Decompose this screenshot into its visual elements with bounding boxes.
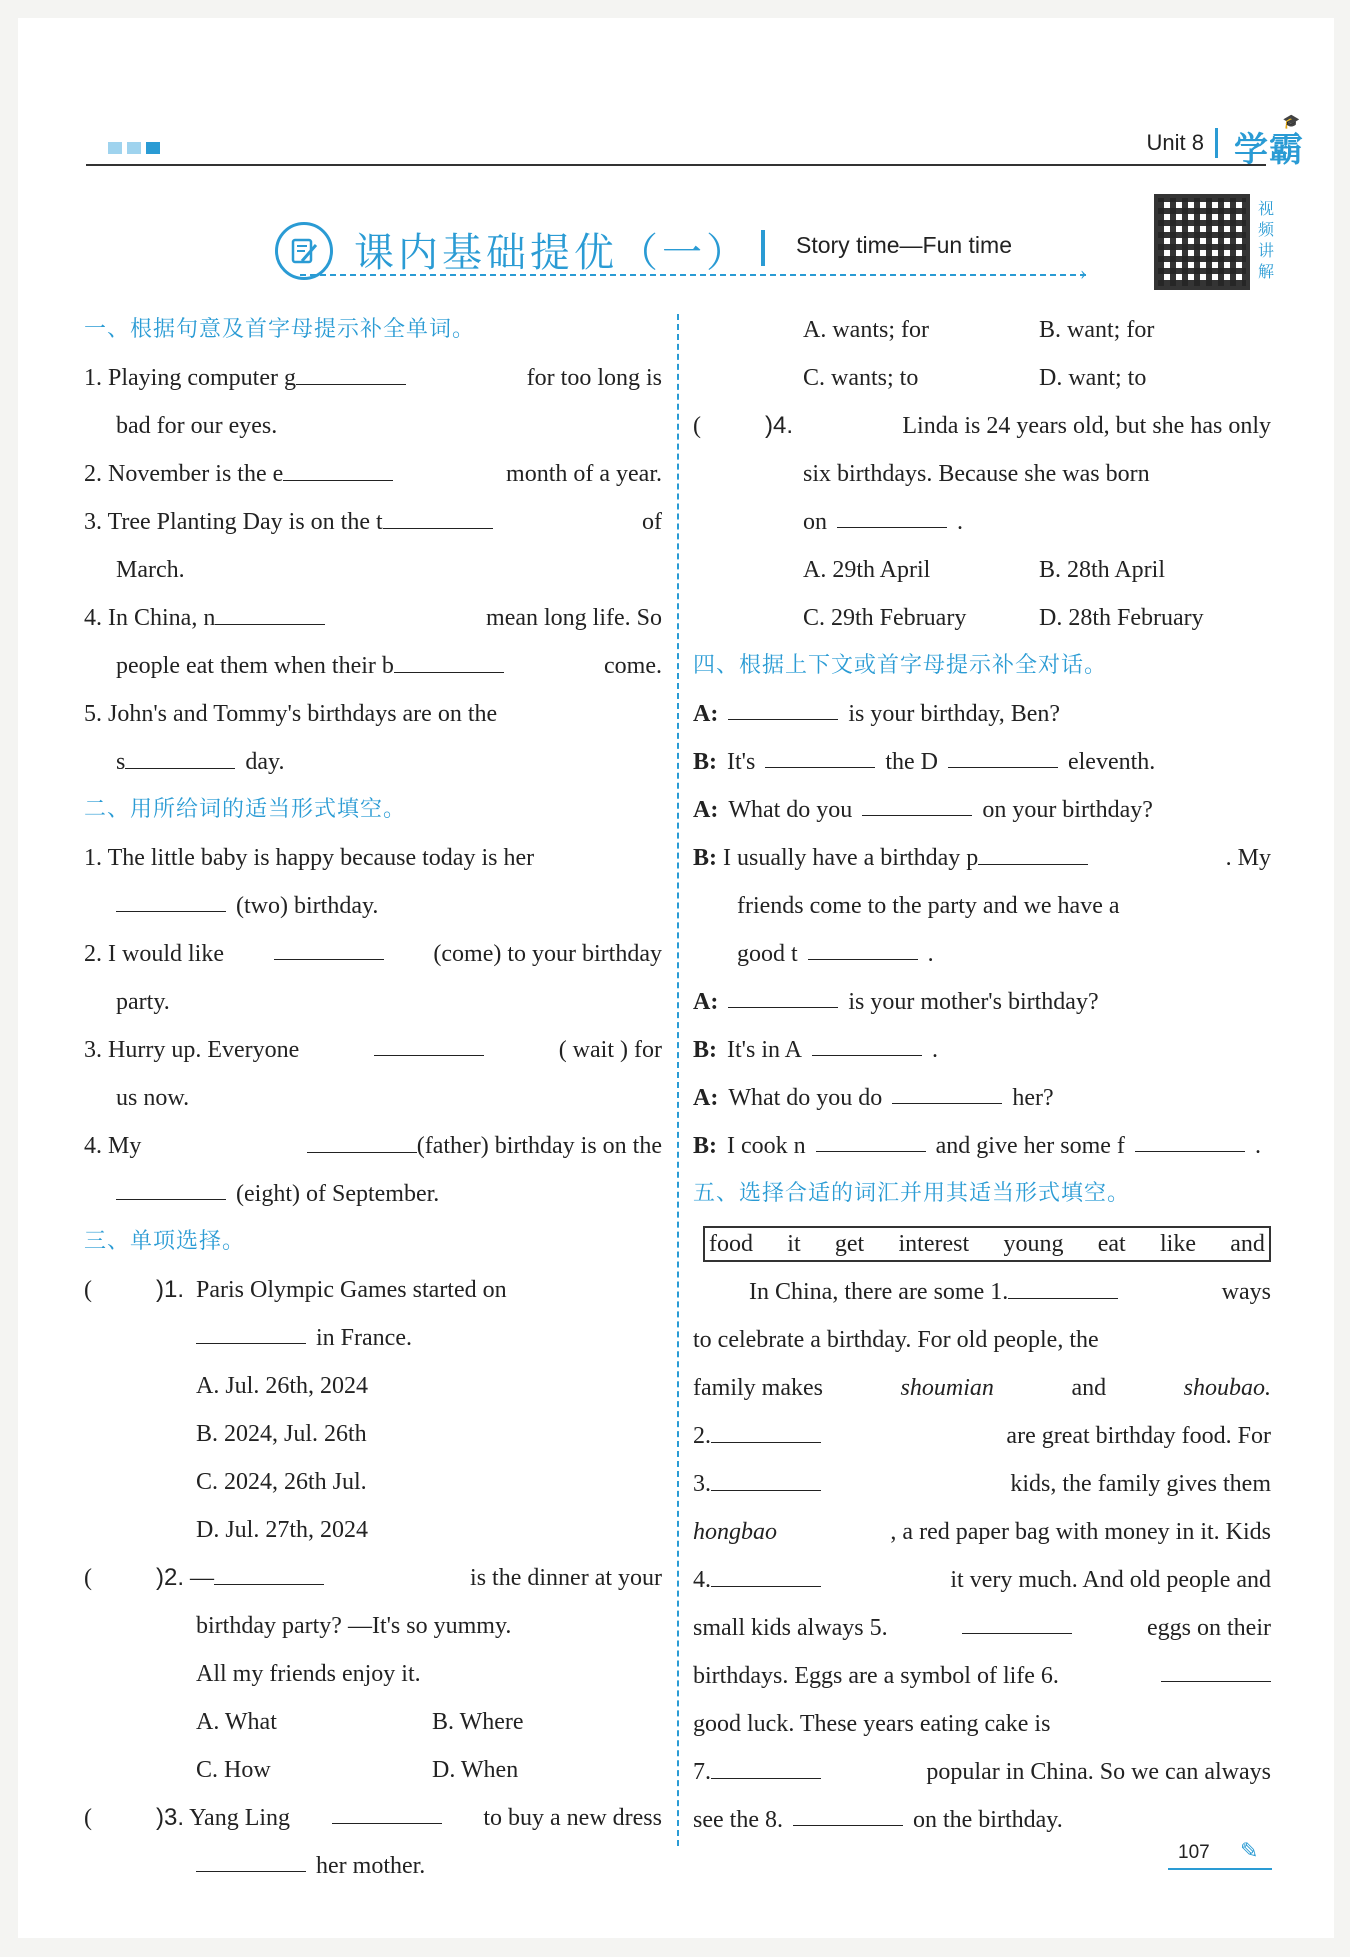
dialogue-line: B: It's the D eleventh. — [693, 738, 1271, 786]
column-divider — [677, 314, 679, 1846]
question-line: s day. — [84, 738, 662, 786]
answer-blank[interactable] — [214, 1555, 324, 1585]
word-bank-item: get — [834, 1231, 865, 1257]
word-bank-item: interest — [898, 1231, 970, 1257]
answer-blank[interactable] — [765, 738, 875, 768]
question-line: in France. — [84, 1314, 662, 1362]
unit-label: Unit 8 — [1146, 130, 1204, 155]
passage-line: birthdays. Eggs are a symbol of life 6. — [693, 1652, 1271, 1700]
answer-blank[interactable] — [274, 930, 384, 960]
word-bank-item: and — [1230, 1231, 1265, 1257]
answer-blank[interactable] — [1135, 1122, 1245, 1152]
question-line: birthday party? —It's so yummy. — [196, 1613, 512, 1639]
answer-blank[interactable] — [812, 1026, 922, 1056]
answer-blank[interactable] — [374, 1026, 484, 1056]
answer-blank[interactable] — [296, 355, 406, 385]
answer-blank[interactable] — [116, 882, 226, 912]
header-decoration — [108, 142, 160, 154]
option-row — [84, 1746, 662, 1794]
option[interactable]: A. 29th April — [803, 557, 931, 583]
answer-blank[interactable] — [962, 1604, 1072, 1634]
section-heading: 二、用所给词的适当形式填空。 — [84, 797, 407, 822]
question-line: on . — [693, 498, 1271, 546]
answer-blank[interactable] — [808, 930, 918, 960]
word-bank-item: eat — [1097, 1231, 1126, 1257]
answer-blank[interactable] — [711, 1461, 821, 1491]
option[interactable]: D. want; to — [1039, 365, 1147, 391]
question-line: bad for our eyes. — [116, 413, 278, 439]
option[interactable]: C. 2024, 26th Jul. — [196, 1469, 367, 1495]
question-line: 1. Playing computer g for too long is — [84, 354, 662, 402]
question-line: (two) birthday. — [84, 882, 662, 930]
passage-line: small kids always 5. eggs on their — [693, 1604, 1271, 1652]
option-row — [693, 354, 1271, 402]
passage-line: good luck. These years eating cake is — [693, 1711, 1051, 1737]
answer-blank[interactable] — [332, 1794, 442, 1824]
dialogue-line: friends come to the party and we have a — [737, 893, 1120, 919]
answer-blank[interactable] — [793, 1796, 903, 1826]
answer-blank[interactable] — [215, 595, 325, 625]
question-line: ( )3. Yang Ling to buy a new dress — [84, 1794, 662, 1842]
word-bank-item: young — [1003, 1231, 1064, 1257]
option-row — [84, 1698, 662, 1746]
answer-blank[interactable] — [394, 643, 504, 673]
question-line: people eat them when their b come. — [84, 642, 662, 690]
answer-blank[interactable] — [816, 1122, 926, 1152]
dialogue-line: good t . — [693, 930, 1271, 978]
dialogue-line: B: It's in A . — [693, 1026, 1271, 1074]
question-line: (eight) of September. — [84, 1170, 662, 1218]
question-line: 1. The little baby is happy because today is her — [84, 845, 535, 871]
section-heading: 一、根据句意及首字母提示补全单词。 — [84, 317, 476, 342]
question-text: Paris Olympic Games started on — [196, 1277, 507, 1303]
answer-blank[interactable] — [837, 498, 947, 528]
section-heading: 四、根据上下文或首字母提示补全对话。 — [693, 653, 1108, 678]
right-column — [693, 306, 1271, 1844]
answer-blank[interactable] — [1161, 1652, 1271, 1682]
question-line: 2. November is the e month of a year. — [84, 450, 662, 498]
dialogue-line: A: is your birthday, Ben? — [693, 690, 1271, 738]
option[interactable]: B. Where — [432, 1709, 524, 1735]
section-heading: 三、单项选择。 — [84, 1229, 246, 1254]
question-line: ( )2. — is the dinner at your — [84, 1554, 662, 1602]
answer-blank[interactable] — [978, 835, 1088, 865]
answer-blank[interactable] — [711, 1557, 821, 1587]
question-line: her mother. — [84, 1842, 662, 1890]
answer-blank[interactable] — [196, 1842, 306, 1872]
option-row — [693, 306, 1271, 354]
answer-blank[interactable] — [125, 739, 235, 769]
header-divider — [1215, 128, 1218, 158]
question-line: six birthdays. Because she was born — [803, 461, 1150, 487]
option[interactable]: A. What — [196, 1709, 277, 1735]
passage-line: hongbao , a red paper bag with money in it. Kids — [693, 1519, 1271, 1545]
answer-blank[interactable] — [283, 451, 393, 481]
dialogue-line: B: I usually have a birthday p . My — [693, 834, 1271, 882]
question-line: All my friends enjoy it. — [196, 1661, 421, 1687]
question-line: 3. Tree Planting Day is on the t of — [84, 498, 662, 546]
lesson-subtitle: Story time—Fun time — [796, 232, 1012, 258]
title-separator — [761, 230, 765, 266]
option[interactable]: D. When — [432, 1757, 519, 1783]
word-bank-item: it — [787, 1231, 801, 1257]
title-underline — [300, 274, 1086, 276]
question-line: ( )1. Paris Olympic Games started on — [84, 1266, 662, 1314]
dialogue-line: B: I cook n and give her some f . — [693, 1122, 1271, 1170]
option[interactable]: B. 28th April — [1039, 557, 1166, 583]
option[interactable]: B. 2024, Jul. 26th — [196, 1421, 367, 1447]
question-line: March. — [116, 557, 185, 583]
passage-line: 4. it very much. And old people and — [693, 1556, 1271, 1604]
answer-blank[interactable] — [1008, 1269, 1118, 1299]
question-line: party. — [116, 989, 170, 1015]
answer-blank[interactable] — [862, 786, 972, 816]
passage-line: see the 8. on the birthday. — [693, 1796, 1271, 1844]
answer-blank[interactable] — [711, 1413, 821, 1443]
passage-line: 3. kids, the family gives them — [693, 1460, 1271, 1508]
section-heading: 五、选择合适的词汇并用其适当形式填空。 — [693, 1181, 1131, 1206]
dialogue-line: A: is your mother's birthday? — [693, 978, 1271, 1026]
question-line: ( )4. Linda is 24 years old, but she has only — [693, 412, 1271, 439]
passage-line: 7. popular in China. So we can always — [693, 1748, 1271, 1796]
word-bank — [703, 1226, 1271, 1262]
answer-blank[interactable] — [196, 1314, 306, 1344]
passage-line: In China, there are some 1. ways — [693, 1268, 1271, 1316]
dialogue-line: A: What do you on your birthday? — [693, 786, 1271, 834]
answer-blank[interactable] — [307, 1123, 417, 1153]
answer-blank[interactable] — [711, 1749, 821, 1779]
option[interactable]: D. 28th February — [1039, 605, 1204, 631]
question-line: 4. In China, n mean long life. So — [84, 594, 662, 642]
header-rule — [86, 164, 1266, 166]
answer-blank[interactable] — [728, 690, 838, 720]
answer-blank[interactable] — [116, 1170, 226, 1200]
arrow-right-icon: › — [1080, 262, 1087, 284]
left-column — [84, 306, 662, 1890]
word-bank-item: food — [709, 1231, 753, 1257]
answer-blank[interactable] — [728, 978, 838, 1008]
page-number: 107 — [1178, 1842, 1210, 1863]
question-line: us now. — [116, 1085, 190, 1111]
answer-blank[interactable] — [948, 738, 1058, 768]
pencil-icon: ✎ — [1240, 1838, 1259, 1863]
option-row — [693, 546, 1271, 594]
word-bank-item: like — [1159, 1231, 1196, 1257]
dialogue-line: A: What do you do her? — [693, 1074, 1271, 1122]
worksheet-page — [18, 18, 1334, 1938]
notebook-pencil-icon — [275, 222, 333, 280]
option[interactable]: A. wants; for — [803, 317, 929, 343]
option-row — [693, 594, 1271, 642]
passage-line: family makes shoumian and shoubao. — [693, 1375, 1271, 1401]
page-title: 课内基础提优（一） — [354, 230, 750, 276]
brand-logo: 学霸 — [1234, 130, 1304, 170]
option[interactable]: C. wants; to — [803, 365, 919, 391]
option[interactable]: D. Jul. 27th, 2024 — [196, 1517, 369, 1543]
option[interactable]: C. How — [196, 1757, 271, 1783]
option[interactable]: B. want; for — [1039, 317, 1155, 343]
qr-code[interactable] — [1154, 194, 1250, 290]
question-line: 2. I would like (come) to your birthday — [84, 930, 662, 978]
question-line: 3. Hurry up. Everyone ( wait ) for — [84, 1026, 662, 1074]
passage-line: 2. are great birthday food. For — [693, 1412, 1271, 1460]
question-line: 4. My (father) birthday is on the — [84, 1122, 662, 1170]
graduation-cap-icon: 🎓 — [1282, 115, 1300, 130]
footer-rule — [1168, 1868, 1272, 1870]
answer-blank[interactable] — [383, 499, 493, 529]
answer-blank[interactable] — [892, 1074, 1002, 1104]
video-explain-label: 视 频 讲 解 — [1258, 199, 1275, 281]
option[interactable]: C. 29th February — [803, 605, 967, 631]
question-line: 5. John's and Tommy's birthdays are on the — [84, 701, 498, 727]
option[interactable]: A. Jul. 26th, 2024 — [196, 1373, 369, 1399]
passage-line: to celebrate a birthday. For old people, the — [693, 1327, 1099, 1353]
